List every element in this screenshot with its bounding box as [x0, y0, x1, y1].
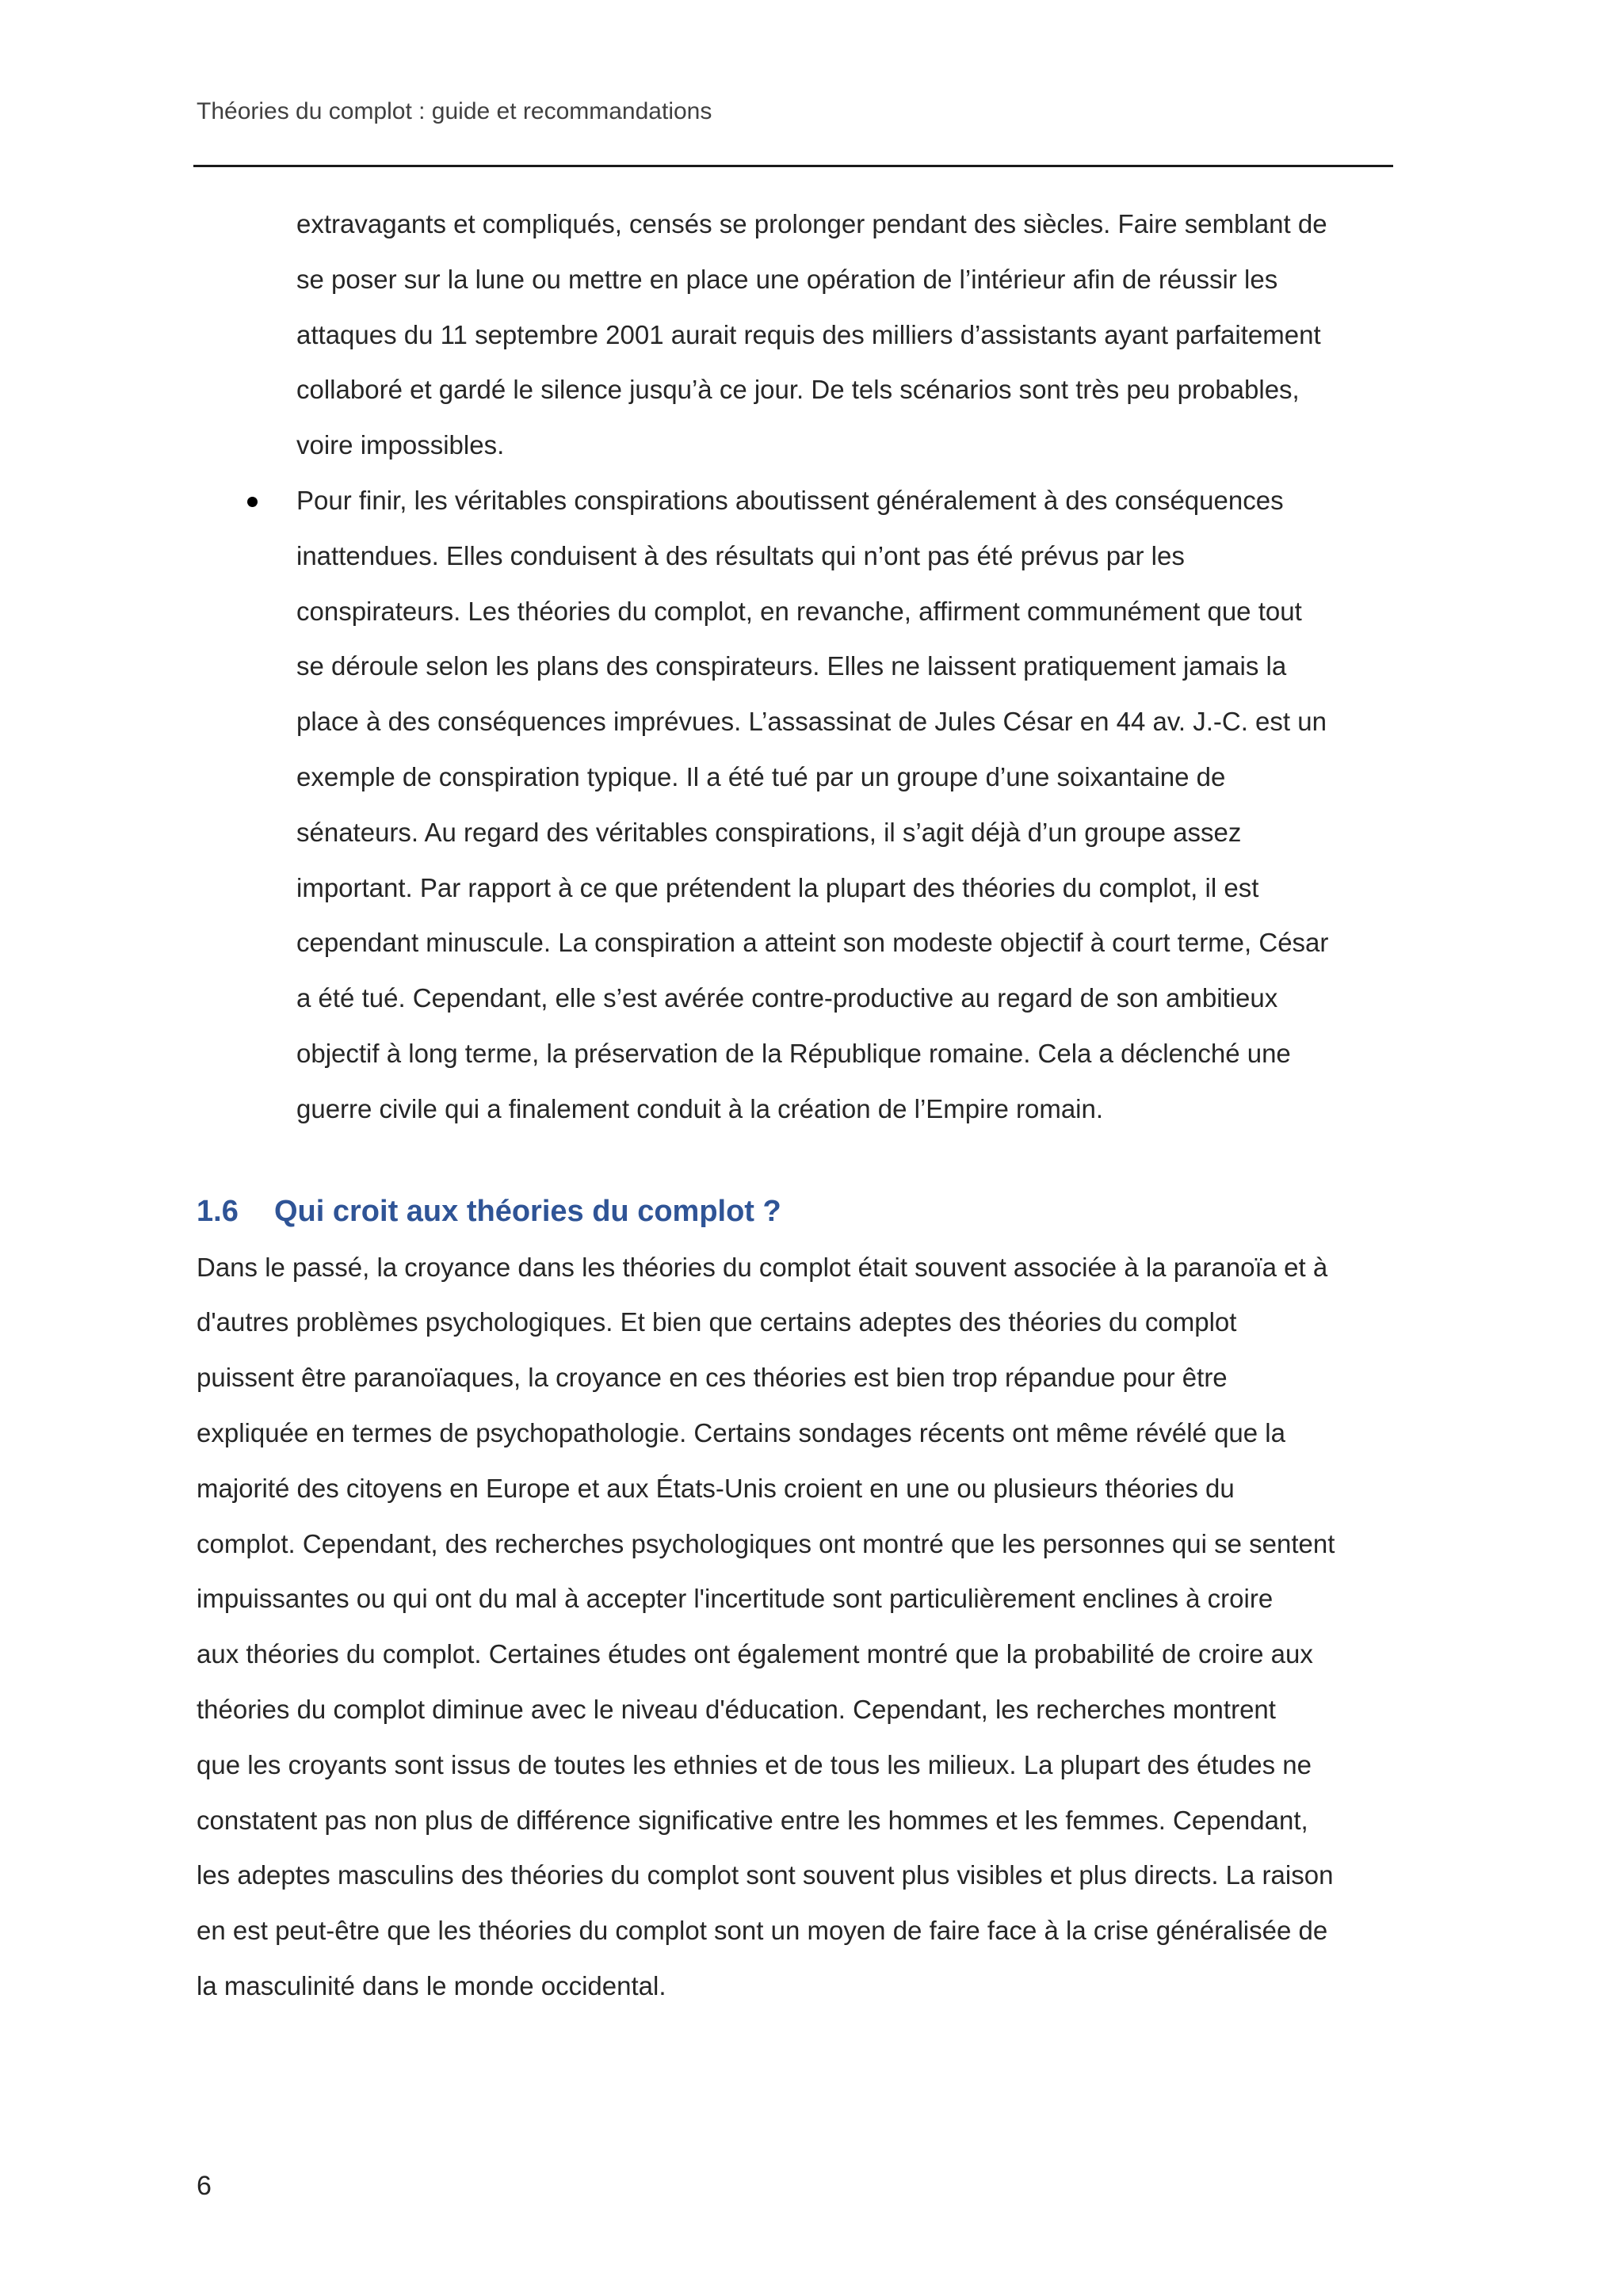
paragraph-line: objectif à long terme, la préservation de la République romaine. Cela a déclenché une — [296, 1038, 1291, 1068]
paragraph-line: constatent pas non plus de différence significative entre les hommes et les femmes. Cependant, — [197, 1805, 1308, 1835]
paragraph-line: place à des conséquences imprévues. L’assassinat de Jules César en 44 av. J.-C. est un — [296, 707, 1327, 737]
paragraph-line: conspirateurs. Les théories du complot, en revanche, affirment communément que tout — [296, 596, 1302, 626]
page-content — [197, 196, 1395, 2014]
paragraph-line: complot. Cependant, des recherches psychologiques ont montré que les personnes qui se sentent — [197, 1528, 1335, 1558]
paragraph-line: a été tué. Cependant, elle s’est avérée contre-productive au regard de son ambitieux — [296, 983, 1278, 1013]
paragraph-line: majorité des citoyens en Europe et aux États-Unis croient en une ou plusieurs théories du — [197, 1473, 1235, 1503]
paragraph-line: aux théories du complot. Certaines études ont également montré que la probabilité de croire aux — [197, 1639, 1313, 1669]
section-title: Qui croit aux théories du complot ? — [274, 1195, 781, 1229]
paragraph-line: théories du complot diminue avec le niveau d'éducation. Cependant, les recherches montrent — [197, 1694, 1276, 1724]
paragraph-line: Dans le passé, la croyance dans les théories du complot était souvent associée à la paranoïa et à — [197, 1252, 1328, 1282]
paragraph-line: guerre civile qui a finalement conduit à la création de l’Empire romain. — [296, 1093, 1104, 1123]
paragraph-line: d'autres problèmes psychologiques. Et bien que certains adeptes des théories du complot — [197, 1307, 1237, 1337]
bullet-list-item — [197, 473, 1395, 1137]
header-rule — [193, 165, 1393, 167]
paragraph-line: la masculinité dans le monde occidental. — [197, 1970, 666, 2000]
paragraph-line: exemple de conspiration typique. Il a été tué par un groupe d’une soixantaine de — [296, 761, 1226, 791]
paragraph-line: important. Par rapport à ce que prétendent la plupart des théories du complot, il est — [296, 872, 1259, 902]
paragraph-line: impuissantes ou qui ont du mal à accepter l'incertitude sont particulièrement enclines à croire — [197, 1584, 1274, 1614]
paragraph-line: les adeptes masculins des théories du complot sont souvent plus visibles et plus directs. La raison — [197, 1860, 1334, 1890]
section-paragraph — [197, 1240, 1395, 2014]
paragraph-line: se poser sur la lune ou mettre en place une opération de l’intérieur afin de réussir les — [296, 264, 1278, 294]
page-number: 6 — [197, 2171, 212, 2201]
section-heading — [197, 1184, 1395, 1240]
paragraph-line: sénateurs. Au regard des véritables conspirations, il s’agit déjà d’un groupe assez — [296, 817, 1242, 847]
paragraph-line: Pour finir, les véritables conspirations aboutissent généralement à des conséquences — [296, 485, 1284, 515]
paragraph-line: collaboré et gardé le silence jusqu’à ce jour. De tels scénarios sont très peu probables, — [296, 375, 1300, 405]
paragraph-line: attaques du 11 septembre 2001 aurait requis des milliers d’assistants ayant parfaitement — [296, 319, 1321, 349]
paragraph-line: en est peut-être que les théories du complot sont un moyen de faire face à la crise généralisée de — [197, 1916, 1328, 1946]
paragraph-line: puissent être paranoïaques, la croyance en ces théories est bien trop répandue pour être — [197, 1363, 1228, 1393]
running-header: Théories du complot : guide et recommandations — [197, 98, 712, 124]
paragraph-line: se déroule selon les plans des conspirateurs. Elles ne laissent pratiquement jamais la — [296, 651, 1287, 681]
section-number: 1.6 — [197, 1195, 239, 1229]
paragraph-line: expliquée en termes de psychopathologie. Certains sondages récents ont même révélé que la — [197, 1417, 1285, 1447]
continued-list-item — [197, 196, 1395, 473]
paragraph-line: inattendues. Elles conduisent à des résultats qui n’ont pas été prévus par les — [296, 540, 1185, 570]
paragraph-line: extravagants et compliqués, censés se prolonger pendant des siècles. Faire semblant de — [296, 209, 1327, 238]
paragraph-line: que les croyants sont issus de toutes les ethnies et de tous les milieux. La plupart des études ne — [197, 1749, 1312, 1779]
bullet-icon — [247, 497, 258, 507]
paragraph-line: cependant minuscule. La conspiration a atteint son modeste objectif à court terme, César — [296, 928, 1329, 958]
paragraph-line: voire impossibles. — [296, 430, 505, 460]
